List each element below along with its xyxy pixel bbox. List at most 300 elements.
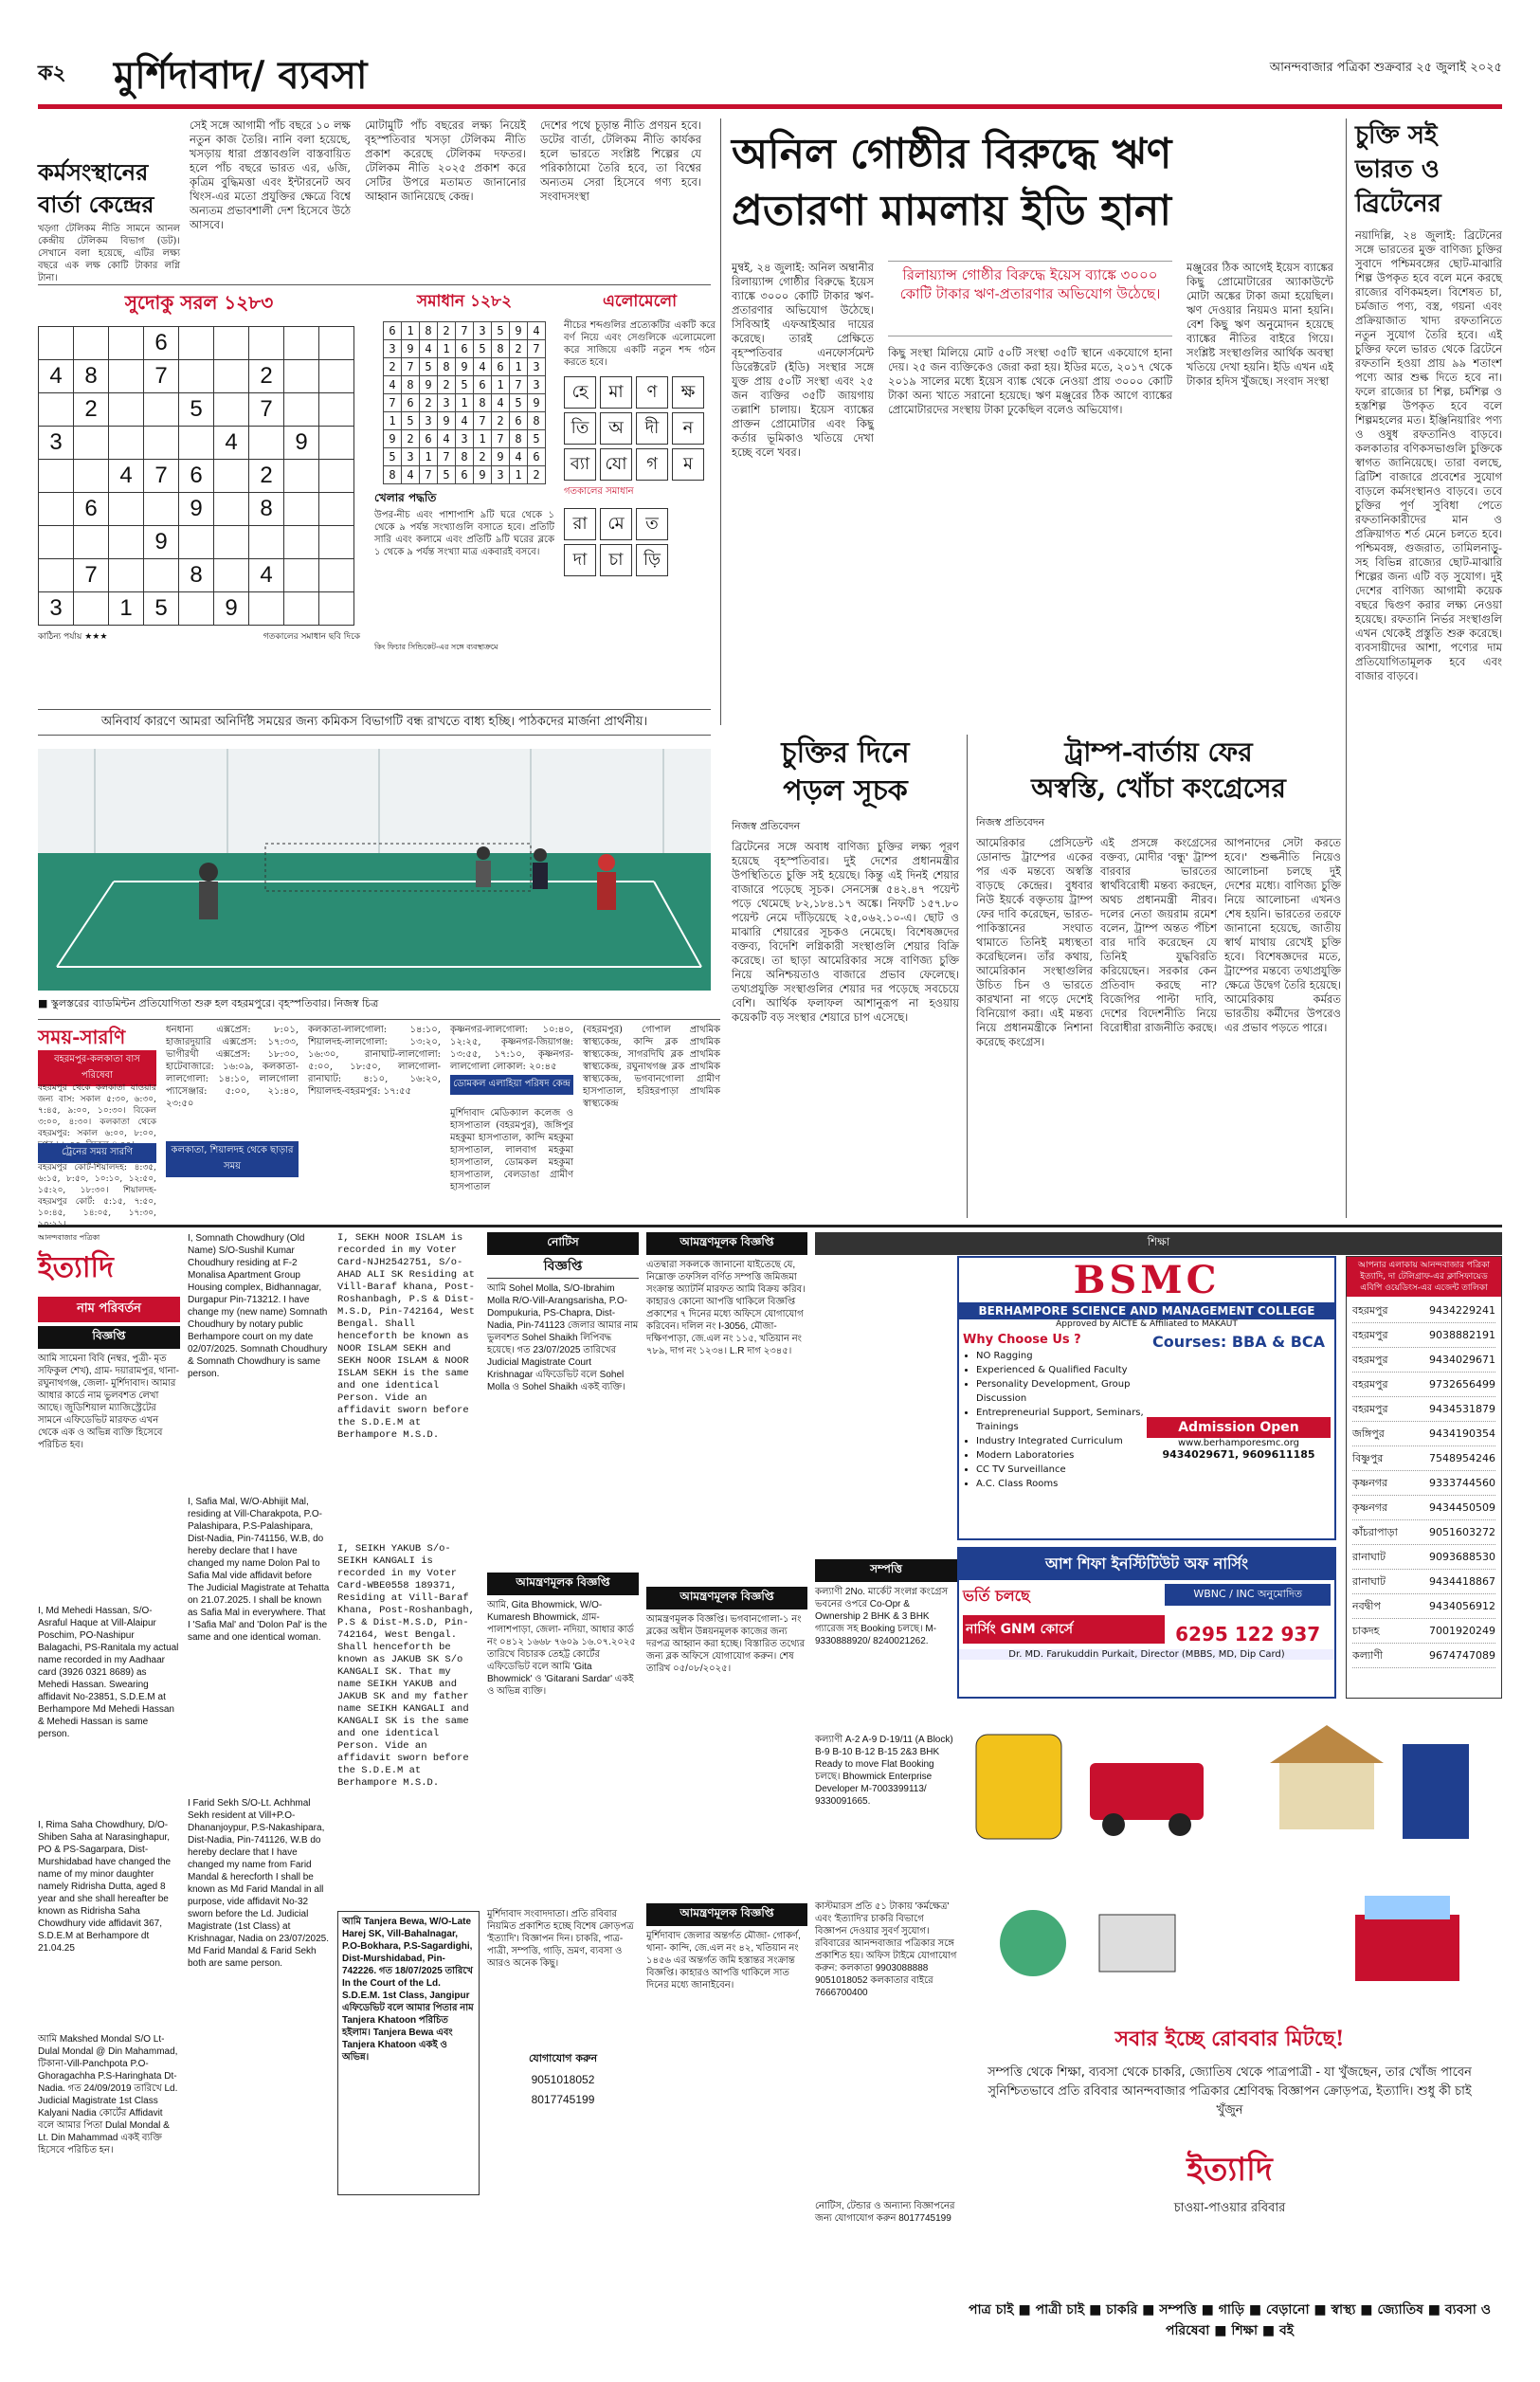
classified-5a: এতদ্বারা সকলকে জানানো যাইতেছে যে, নিম্নোক্ত তফসিল বর্ণিত সম্পত্তি জমিজমা সংক্রান্ত অ্যাটর্নি মারফত আমি বিক্রয় করিব। কাহারও কোনো আপত্তি থাকিলে বিজ্ঞপ্তি প্রকাশের ৭ দিনের মধ্যে অফিসে যোগাযোগ করিবেন। দলিল নং I-3056, মৌজা- দক্ষিণপাড়া, জে.এল নং ১১৫, খতিয়ান নং ৭৮৯, দাগ নং ১২৩৪। L.R দাগ ২৩৪৫। <box>646 1260 806 1356</box>
solution-cell: 5 <box>456 376 474 394</box>
sudoku-cell[interactable] <box>74 427 109 460</box>
sudoku-cell[interactable] <box>284 460 319 493</box>
sudoku-cell[interactable]: 6 <box>74 493 109 526</box>
brand-sub: আনন্দবাজার পত্রিকা <box>38 1233 100 1242</box>
sudoku-difficulty: কাঠিন্য পর্যায় ★★★ <box>38 632 108 642</box>
agent-row <box>1352 1644 1495 1668</box>
jumble-letter: রা <box>564 508 596 540</box>
sudoku-cell[interactable]: 6 <box>179 460 214 493</box>
sudoku-cell[interactable] <box>319 526 354 559</box>
story-bsnl <box>38 118 701 283</box>
agent-place: বহরমপুর <box>1352 1378 1388 1391</box>
sudoku-cell[interactable] <box>39 526 74 559</box>
solution-cell: 7 <box>420 466 438 484</box>
sudoku-cell[interactable] <box>214 393 249 427</box>
bsmc-point: • Industry Integrated Curriculum <box>976 1434 1147 1448</box>
jumble-words-2 <box>564 508 716 576</box>
solution-cell: 8 <box>384 466 402 484</box>
sudoku-cell[interactable] <box>319 360 354 393</box>
agent-row <box>1352 1570 1495 1594</box>
solution-cell: 4 <box>438 430 456 448</box>
classified-3a: I, SEKH NOOR ISLAM is recorded in my Voter Card-NJH2542751, S/o-AHAD ALI SK Residing at Vill-Baraf khana, Post-Roshanbagh, P.S & Dist-M.S.D, Pin-742164, West Bengal. Shall henceforth be known as NOOR ISLAM SEKH and SEKH NOOR ISLAM & NOOR ISLAM SEKH is the same and one identical Person. Vide an affidavit sworn before the S.D.E.M at Berhampore M.S.D. <box>337 1232 475 1441</box>
sudoku-cell[interactable] <box>109 360 144 393</box>
story-index-byline: নিজস্ব প্রতিবেদন <box>732 820 801 832</box>
classified-1b: I, Md Mehedi Hassan, S/O-Asraful Haque at Vill-Alaipur Poschim, PO-Nashipur Balagachi, PS-Ranitala my actual name recorded in my Aadhaar card (3926 0321 8689) as Mehedi Hassan. Swearing affidavit No-23851, S.D.E.M at Berhampore Md Mehedi Hassan & Mehedi Hassan is same person. <box>38 1606 179 1739</box>
bsmc-points <box>976 1349 1147 1491</box>
jumble-letter: মা <box>600 376 632 409</box>
agent-phone[interactable]: 9038882191 <box>1429 1329 1495 1341</box>
nursing-phone[interactable]: 6295 122 937 <box>1175 1623 1321 1646</box>
story-index <box>732 735 959 1218</box>
sudoku-cell[interactable]: 9 <box>284 427 319 460</box>
solution-title: সমাধান ১২৮২ <box>416 292 513 311</box>
story-uk-headline: চুক্তি সই ভারত ও ব্রিটেনের <box>1355 121 1441 218</box>
jumble-letter: ন <box>672 412 704 445</box>
classified-col-4 <box>487 1232 639 2341</box>
sudoku-cell[interactable] <box>319 460 354 493</box>
solution-cell: 2 <box>474 448 492 466</box>
story-ed-headline-2: প্রতারণা মামলায় ইডি হানা <box>732 187 1171 235</box>
divider <box>1346 118 1347 1218</box>
timetable-col5: (বহরমপুর) গোপাল প্রাথমিক স্বাস্থ্যকেন্দ্র, কান্দি ব্লক প্রাথমিক স্বাস্থ্যকেন্দ্র, সাগরদিঘি ব্লক প্রাথমিক স্বাস্থ্যকেন্দ্র, রঘুনাথগঞ্জ ব্লক প্রাথমিক স্বাস্থ্যকেন্দ্র, ভগবানগোলা গ্রামীণ হাসপাতাল, হরিহরপাড়া প্রাথমিক স্বাস্থ্যকেন্দ্র <box>583 1025 720 1109</box>
sudoku-cell[interactable]: 9 <box>179 493 214 526</box>
solution-cell: 5 <box>402 412 420 430</box>
sudoku-cell[interactable]: 9 <box>144 526 179 559</box>
sudoku-cell[interactable]: 4 <box>39 360 74 393</box>
bsmc-point: • Experienced & Qualified Faculty <box>976 1363 1147 1377</box>
bsmc-courses: Courses: BBA & BCA <box>1151 1333 1326 1351</box>
story-trump-col2: এই প্রসঙ্গে কংগ্রেসের বক্তব্য, মোদীর 'বন্ধু' ট্রাম্প বারবার ভারতের স্বার্থবিরোধী মন্তব্য করছেন, অথচ প্রধানমন্ত্রী নীরব। দলের নেতা জয়রাম রমেশ বলেন, ট্রাম্প অন্তত পঁচিশ বার দাবি করেছেন যে তিনিই যুদ্ধবিরতি করিয়েছেন। সরকার কেন প্রতিবাদ করছে না? বিজেপির পাল্টা দাবি, দেশের বিদেশনীতি নিয়ে বিরোধীরা রাজনীতি করছে। <box>1100 836 1217 1034</box>
brand-itadi: ইত্যাদি <box>38 1251 114 1284</box>
sudoku-footer: গতকালের সমাধান ছবি দিকে <box>263 632 360 642</box>
agent-place: কৃষ্ণনগর <box>1352 1501 1388 1514</box>
story-index-headline-1: চুক্তির দিনে <box>781 736 910 770</box>
sudoku-cell[interactable] <box>319 559 354 592</box>
sudoku-cell[interactable]: 3 <box>39 427 74 460</box>
solution-cell: 2 <box>438 376 456 394</box>
jumble-words <box>564 376 716 481</box>
ferry-head: কলকাতা, শিয়ালদহ থেকে ছাড়ার সময় <box>166 1141 299 1177</box>
sudoku-cell[interactable] <box>214 327 249 360</box>
solution-cell: 9 <box>456 358 474 376</box>
classified-col-1 <box>38 1232 180 2341</box>
agent-place: চাকদহ <box>1352 1625 1380 1637</box>
classified-2a: I, Somnath Chowdhury (Old Name) S/O-Sushil Kumar Choudhury residing at F-2 Monalisa Apartment Group Housing complex, Bidhannagar, Durgapur Pin-713212. I have change my (new name) Somnath Choudhury by notary public Berhampore court on my date 02/07/2025. Somnath Choudhury & Somnath Chowdhury is same person. <box>188 1233 328 1379</box>
sudoku-cell[interactable]: 5 <box>144 592 179 626</box>
sudoku-cell[interactable] <box>144 427 179 460</box>
bsmc-point: • Modern Laboratories <box>976 1448 1147 1463</box>
sudoku-cell[interactable] <box>249 592 284 626</box>
solution-cell: 2 <box>384 358 402 376</box>
sudoku-cell[interactable]: 8 <box>74 360 109 393</box>
sudoku-cell[interactable] <box>179 427 214 460</box>
contact-phone-1: 9051018052 <box>531 2073 595 2086</box>
agent-phone[interactable]: 9434190354 <box>1429 1427 1495 1440</box>
classified-5b: আমন্ত্রণমূলক বিজ্ঞপ্তি। ভগবানগোলা-১ নং ব্লকের অধীন উন্নয়নমূলক কাজের জন্য দরপত্র আহ্বান করা হচ্ছে। বিস্তারিত তথ্যের জন্য ব্লক অফিসে যোগাযোগ করুন। শেষ তারিখ ০৫/০৮/২০২৫। <box>646 1614 806 1674</box>
classified-5c: মুর্শিদাবাদ জেলার অন্তর্গত মৌজা- গোকর্ণ, থানা- কান্দি, জে.এল নং ৪২, খতিয়ান নং ১৪৫৬ এর অন্তর্গত জমি হস্তান্তর সংক্রান্ত বিজ্ঞপ্তি। কাহারও আপত্তি থাকিলে সাত দিনের মধ্যে জানাইবেন। <box>646 1931 801 1991</box>
sudoku-cell[interactable]: 1 <box>109 592 144 626</box>
sudoku-cell[interactable] <box>179 592 214 626</box>
sudoku-cell[interactable] <box>319 327 354 360</box>
sudoku-cell[interactable]: 4 <box>249 559 284 592</box>
education-label: শিক্ষা <box>815 1232 1502 1255</box>
solution-cell: 4 <box>510 448 528 466</box>
classified-rule <box>38 1225 1502 1227</box>
sudoku-cell[interactable] <box>179 360 214 393</box>
story-ed-col2: কিছু সংস্থা মিলিয়ে মোট ৫০টি সংস্থা ৩৫টি স্থানে একযোগে হানা দেয়। ২৫ জন ব্যক্তিকেও জেরা করা হয়। ইডির মতে, ২০১৭ থেকে ২০১৯ সালের মধ্যে ইয়েস ব্যাঙ্ক থেকে নেওয়া প্রায় ৩০০০ কোটি টাকা অন্য খাতে সরানো হয়েছে। ঋণ মঞ্জুরের ঠিক আগে ব্যাঙ্কের প্রোমোটারদের সংস্থায় টাকা ঢুকেছিল বলেও অভিযোগ। <box>888 346 1172 416</box>
solution-cell: 8 <box>474 394 492 412</box>
sudoku-cell[interactable] <box>144 559 179 592</box>
story-ed <box>732 118 1338 725</box>
solution-cell: 5 <box>420 358 438 376</box>
solution-cell: 5 <box>438 466 456 484</box>
howto-title: খেলার পদ্ধতি <box>374 491 437 504</box>
solution-cell: 4 <box>456 412 474 430</box>
sudoku-cell[interactable] <box>144 493 179 526</box>
bsmc-affiliation: Approved by AICTE & Affiliated to MAKAUT <box>1056 1319 1238 1329</box>
story-trump-headline-1: ট্রাম্প-বার্তায় ফের <box>1064 736 1253 768</box>
solution-cell: 3 <box>528 358 546 376</box>
sudoku-cell[interactable] <box>39 327 74 360</box>
agent-row <box>1352 1422 1495 1446</box>
bsmc-why: Why Choose Us ? <box>963 1333 1081 1347</box>
nursing-title: আশ শিফা ইনস্টিটিউট অফ নার্সিং <box>959 1549 1334 1580</box>
classified-4b: আমি, Gita Bhowmick, W/O-Kumaresh Bhowmick, গ্রাম- পালাশপাড়া, জেলা- নদিয়া, আধার কার্ড নং ০৪১২ ১৬৬৮ ৭৬০৯ ১৬.০৭.২০২৫ তারিখে বিচারক তেহট্ট কোর্টের এফিডেভিট বলে আমি 'Gita Bhowmick' ও 'Gitarani Sardar' একই ও অভিন্ন ব্যক্তি। <box>487 1600 636 1697</box>
solution-cell: 3 <box>528 376 546 394</box>
jumble-letter: দা <box>564 544 596 576</box>
promo-brand: ইত্যাদি <box>1187 2151 1273 2189</box>
sudoku-cell[interactable]: 8 <box>249 493 284 526</box>
solution-cell: 4 <box>420 340 438 358</box>
sudoku-cell[interactable]: 6 <box>144 327 179 360</box>
sudoku-block <box>38 289 360 706</box>
sudoku-cell[interactable]: 4 <box>214 427 249 460</box>
solution-cell: 2 <box>492 412 510 430</box>
divider <box>38 735 711 736</box>
solution-cell: 1 <box>420 448 438 466</box>
sudoku-cell[interactable] <box>109 327 144 360</box>
jumble-letter: মে <box>600 508 632 540</box>
nursing-ad[interactable] <box>957 1547 1336 1699</box>
solution-cell: 8 <box>438 358 456 376</box>
masthead-rule <box>38 104 1502 109</box>
agent-list <box>1346 1256 1502 1699</box>
sudoku-cell[interactable] <box>319 592 354 626</box>
sudoku-cell[interactable] <box>179 526 214 559</box>
classified-4a: আমি Sohel Molla, S/O-Ibrahim Molla R/O-Vill-Arangsarisha, P.O-Dompukuria, PS-Chapra, Dist-Nadia, Pin-741123 জেলার আমার নাম ভুলবশত Sohel Shaikh লিপিবদ্ধ হয়েছে। গত 23/07/2025 তারিখের Judicial Magistrate Court Krishnagar এফিডেভিট বলে Sohel Molla ও Sohel Shaikh একই ব্যক্তি। <box>487 1283 639 1392</box>
timetable-col4: কৃষ্ণনগর-লালগোলা: ১০:৪০, ১২:২৫, কৃষ্ণনগর-জিয়াগঞ্জ: ১৩:৫৫, ১৭:১০, কৃষ্ণনগর-লালগোলা লোকাল: ২০:৪৫ <box>450 1025 573 1072</box>
sudoku-cell[interactable] <box>249 526 284 559</box>
classified-1a: আমি সামেনা বিবি (নম্বর, পুত্রী- মৃত সফিকুল শেখ), গ্রাম- দয়ারামপুর, থানা- রঘুনাথগঞ্জ, জেলা- মুর্শিদাবাদ। আমার আধার কার্ডে নাম ভুলবশত লেখা আছে। জুডিশিয়াল ম্যাজিস্ট্রেটের সামনে এফিডেভিট মারফত এখন থেকে এক ও অভিন্ন ব্যক্তি হিসেবে পরিচিত হব। <box>38 1354 179 1450</box>
sudoku-cell[interactable] <box>319 427 354 460</box>
sudoku-cell[interactable] <box>284 592 319 626</box>
divider <box>38 284 711 285</box>
promo-illustration <box>957 1706 1502 2019</box>
agent-row <box>1352 1348 1495 1373</box>
solution-cell: 3 <box>492 466 510 484</box>
sudoku-cell[interactable]: 7 <box>74 559 109 592</box>
property-label: সম্পত্তি <box>815 1559 957 1582</box>
sudoku-cell[interactable] <box>39 393 74 427</box>
bsmc-point: • CC TV Surveillance <box>976 1463 1147 1477</box>
solution-cell: 7 <box>492 430 510 448</box>
sudoku-title: সুদোকু সরল ১২৮৩ <box>124 291 274 314</box>
solution-cell: 6 <box>420 430 438 448</box>
bus-head: বহরমপুর-কলকাতা বাস পরিষেবা <box>38 1050 156 1086</box>
sudoku-cell[interactable] <box>249 327 284 360</box>
sudoku-cell[interactable] <box>214 360 249 393</box>
agent-phone[interactable]: 9434450509 <box>1429 1501 1495 1514</box>
story-trump <box>976 735 1341 1218</box>
agent-phone[interactable]: 9434229241 <box>1429 1304 1495 1317</box>
train-head: ট্রেনের সময় সারণি <box>38 1143 156 1163</box>
agent-row <box>1352 1520 1495 1545</box>
itadi-promo <box>957 1706 1502 2341</box>
sudoku-cell[interactable] <box>39 460 74 493</box>
classified-col-5 <box>646 1232 807 2341</box>
sudoku-cell[interactable] <box>319 393 354 427</box>
sudoku-cell[interactable] <box>109 493 144 526</box>
agent-phone[interactable]: 9732656499 <box>1429 1378 1495 1391</box>
promo-tagline: সবার ইচ্ছে রোববার মিটছে! <box>1114 2027 1345 2051</box>
solution-cell: 1 <box>438 340 456 358</box>
story-trump-col1: আমেরিকার প্রেসিডেন্ট ডোনাল্ড ট্রাম্পের একের পর এক মন্তব্যে অস্বস্তি বাড়ছে কেন্দ্রের। বুধবার নিউ ইয়র্কে বক্তৃতায় ট্রাম্প ফের দাবি করেছেন, ভারত-পাকিস্তানের সংঘাত থামাতে তিনিই মধ্যস্থতা করেছিলেন। তাঁর কথায়, আমেরিকান সংস্থাগুলির উচিত চিন ও ভারতে কারখানা না গড়ে দেশেই বিনিয়োগ করা। এই মন্তব্য নিয়ে প্রধানমন্ত্রীকে নিশানা করেছে কংগ্রেস। <box>976 836 1093 1048</box>
bigyapti-label-2: বিজ্ঞপ্তি <box>487 1255 639 1279</box>
solution-grid <box>383 321 546 484</box>
bsmc-point: • NO Ragging <box>976 1349 1147 1363</box>
solution-cell: 8 <box>456 448 474 466</box>
agent-phone[interactable]: 9434029671 <box>1429 1354 1495 1366</box>
solution-cell: 7 <box>384 394 402 412</box>
agent-phone[interactable]: 9434056912 <box>1429 1600 1495 1612</box>
story-index-headline-2: পড়ল সূচক <box>783 774 908 808</box>
solution-cell: 8 <box>402 376 420 394</box>
timetable <box>38 1024 720 1218</box>
badminton-court-illustration <box>38 749 711 991</box>
sudoku-cell[interactable]: 2 <box>249 460 284 493</box>
solution-cell: 4 <box>474 358 492 376</box>
story-bsnl-col4: দেশের পথে চূড়ান্ত নীতি প্রণয়ন হবে। ডটের বার্তা, টেলিকম নীতি কার্যকর হলে ভারতে সংশ্লিষ্ট শিল্পের যে পরিকাঠামো তৈরি হবে, তা বিশ্বের অন্যতম সেরা হিসেবে গণ্য হবে। সংবাদসংস্থা <box>540 118 701 203</box>
agent-place: নবদ্বীপ <box>1352 1600 1381 1612</box>
sudoku-cell[interactable] <box>74 460 109 493</box>
story-ed-col1: মুম্বই, ২৪ জুলাই: অনিল অম্বানীর রিলায়্যান্স গোষ্ঠীর বিরুদ্ধে ইয়েস ব্যাঙ্কে ৩০০০ কোটি টাকার ঋণ-প্রতারণার অভিযোগ উঠেছে। সিবিআই এফআইআর দায়ের করেছে। তারই প্রেক্ষিতে বৃহস্পতিবার এনফোর্সমেন্ট ডিরেক্টরেট (ইডি) সংস্থার সঙ্গে যুক্ত প্রায় ৫০টি সংস্থা এবং ২৫ জন ব্যক্তির ৩৫টি জায়গায় তল্লাশি চালায়। ইয়েস ব্যাঙ্কের প্রাক্তন প্রোমোটার এবং কিছু কর্তার ভূমিকাও খতিয়ে দেখা হচ্ছে বলে খবর। <box>732 261 874 459</box>
sudoku-cell[interactable] <box>284 360 319 393</box>
bsmc-web[interactable]: www.berhamporesmc.org <box>1178 1438 1299 1448</box>
sudoku-cell[interactable] <box>214 460 249 493</box>
story-uk <box>1355 118 1502 1218</box>
sudoku-cell[interactable]: 7 <box>249 393 284 427</box>
sudoku-cell[interactable]: 3 <box>39 592 74 626</box>
agent-place: বহরমপুর <box>1352 1329 1388 1341</box>
sudoku-cell[interactable] <box>284 559 319 592</box>
solution-cell: 6 <box>456 340 474 358</box>
jumble-letter: ত <box>636 508 668 540</box>
timetable-col3: কলকাতা-লালগোলা: ১৪:১০, শিয়ালদহ-লালগোলা: ১৩:২০, ১৬:৩০, রানাঘাট-লালগোলা: ৫:০০, ১৮:৫০, লালগোলা-রানাঘাট: ৪:১০, ১৬:২০, শিয়ালদহ-বহরমপুর: ১৭:৫৫ <box>308 1025 441 1097</box>
divider <box>38 1019 720 1020</box>
sudoku-cell[interactable] <box>39 559 74 592</box>
sudoku-cell[interactable] <box>214 493 249 526</box>
solution-cell: 9 <box>384 430 402 448</box>
solution-cell: 8 <box>492 340 510 358</box>
bsmc-ad[interactable] <box>957 1256 1336 1540</box>
doctors-head: ডোমকল এলাহিয়া পরিষদ কেন্দ্র <box>450 1075 573 1095</box>
sudoku-cell[interactable] <box>109 559 144 592</box>
sudoku-cell[interactable]: 7 <box>144 360 179 393</box>
sudoku-cell[interactable]: 2 <box>74 393 109 427</box>
solution-cell: 5 <box>474 340 492 358</box>
story-bsnl-col1: খড়্গা টেলিকম নীতি সামনে আনল কেন্দ্রীয় টেলিকম বিভাগ (ডট)। সেখানে বলা হয়েছে, এটির লক্ষ্য বছরে এক লক্ষ কোটি টাকার লগ্নি টানা। <box>38 224 180 283</box>
agent-row <box>1352 1299 1495 1323</box>
jumble-letter: হে <box>564 376 596 409</box>
solution-cell: 3 <box>402 448 420 466</box>
agent-row <box>1352 1619 1495 1644</box>
jumble-letter: ণ <box>636 376 668 409</box>
sudoku-cell[interactable] <box>74 327 109 360</box>
agent-phone[interactable]: 7548954246 <box>1429 1452 1495 1464</box>
sudoku-cell[interactable] <box>109 526 144 559</box>
sudoku-cell[interactable] <box>249 427 284 460</box>
jumble-letter: ক্ষ <box>672 376 704 409</box>
jumble-letter: তি <box>564 412 596 445</box>
name-change-label: নাম পরিবর্তন <box>38 1297 180 1322</box>
solution-cell: 1 <box>402 322 420 340</box>
sudoku-cell[interactable] <box>74 526 109 559</box>
agent-place: বহরমপুর <box>1352 1304 1388 1317</box>
sudoku-cell[interactable] <box>284 393 319 427</box>
amantran-label-4: আমন্ত্রণমূলক বিজ্ঞপ্তি <box>646 1903 807 1926</box>
nursing-course: নার্সিং GNM কোর্সে <box>963 1615 1165 1644</box>
bus-body: বহরমপুর থেকে কলকাতা যাওয়ার জন্য বাস: সকাল ৫:৩০, ৬:৩০, ৭:৪৫, ৯:০০, ১০:৩০। বিকেল ৩:০০, ৪:৩০। কলকাতা থেকে বহরমপুর: সকাল ৬:০০, ৮:০০, <box>38 1083 156 1138</box>
sudoku-cell[interactable] <box>284 493 319 526</box>
solution-cell: 1 <box>510 358 528 376</box>
sudoku-cell[interactable] <box>284 526 319 559</box>
contact-label: যোগাযোগ করুন <box>528 2052 598 2064</box>
promo-text: সম্পত্তি থেকে শিক্ষা, ব্যবসা থেকে চাকরি, জ্যোতিষ থেকে পাত্রপাত্রী - যা খুঁজছেন, তার খোঁজ পাবেন সুনিশ্চিতভাবে প্রতি রবিবার আনন্দবাজার পত্রিকার শ্রেণিবদ্ধ বিজ্ঞাপন ক্রোড়পত্র, ইত্যাদি। শুধু কী চাই খুঁজুন <box>987 2065 1472 2118</box>
agent-phone[interactable]: 9333744560 <box>1429 1477 1495 1489</box>
story-uk-body: নয়াদিল্লি, ২৪ জুলাই: ব্রিটেনের সঙ্গে ভারতের মুক্ত বাণিজ্য চুক্তির সুবাদে পশ্চিমবঙ্গের ছোট-মাঝারি শিল্প উপকৃত হবে বলে মনে করছে রাজ্যের বণিকমহল। বিশেষত চা, চর্মজাত পণ্য, বস্ত্র, গয়না এবং প্রক্রিয়াজাত খাদ্য রফতানিতে নতুন সুযোগ তৈরি হবে। এই চুক্তির ফলে ভারত থেকে ব্রিটেনে রফতানি হওয়া প্রায় ৯৯ শতাংশ পণ্যে আর শুল্ক দিতে হবে না। ফলে রাজ্যের চা শিল্প, চর্মশিল্প ও হস্তশিল্প উপকৃত হবে বলে শিল্পমহলের মত। ইঞ্জিনিয়ারিং পণ্য ও ওষুধ রফতানিও বাড়বে। কলকাতার বণিকসভাগুলি চুক্তিকে স্বাগত জানিয়েছে। তারা বলছে, ব্রিটিশ বাজারে প্রবেশের সুযোগ বাড়লে কর্মসংস্থানও বাড়বে। তবে চুক্তির পূর্ণ সুবিধা পেতে রফতানিকারীদের মান ও প্রক্রিয়াগত শর্ত মেনে চলতে হবে। পশ্চিমবঙ্গ, গুজরাত, তামিলনাড়ু-সহ বিভিন্ন রাজ্যের ছোট-মাঝারি শিল্পের জন্য এটি বড় সুযোগ। দুই দেশের বাণিজ্য আগামী কয়েক বছরে দ্বিগুণ করার লক্ষ্য নেওয়া হয়েছে। রফতানি নির্ভর সংস্থাগুলি এখন থেকেই প্রস্তুতি শুরু করেছে। ব্যবসায়ীদের আশা, পণ্যের দাম প্রতিযোগিতামূলক হবে এবং বাজার বাড়বে। <box>1355 228 1502 682</box>
sudoku-cell[interactable] <box>214 559 249 592</box>
bsmc-point: • Personality Development, Group Discussion <box>976 1377 1147 1406</box>
classified-3c: আমি Tanjera Bewa, W/O-Late Harej SK, Vill-Bahalnagar, P.O-Bokhara, P.S-Sagardighi, Dist-Murshidabad, Pin-742226. গত 18/07/2025 তারিখে In the Court of the Ld. S.D.E.M. 1st Class, Jangipur এফিডেভিট বলে আমার পিতার নাম Tanjera Khatoon পরিচিত হইলাম। Tanjera Bewa এবং Tanjera Khatoon একই ও অভিন্ন। <box>337 1911 480 2195</box>
divider <box>720 118 721 725</box>
agent-phone[interactable]: 9434418867 <box>1429 1575 1495 1588</box>
solution-cell: 9 <box>420 376 438 394</box>
bsmc-point: • A.C. Class Rooms <box>976 1477 1147 1491</box>
solution-cell: 3 <box>438 394 456 412</box>
solution-cell: 5 <box>492 322 510 340</box>
sudoku-cell[interactable]: 7 <box>144 460 179 493</box>
jumble-word <box>564 448 716 481</box>
agent-place: বিষ্ণুপুর <box>1352 1452 1384 1464</box>
contact-phone-2: 8017745199 <box>531 2093 595 2106</box>
jumble-intro: নীচের শব্দগুলির প্রত্যেকটির একটি করে বর্ণ নিয়ে এবং সেগুলিকে এলোমেলো করে সাজিয়ে একটি নতুন শব্দ গঠন করতে হবে। <box>564 320 716 368</box>
solution-cell: 6 <box>492 358 510 376</box>
jumble-letter: ড়ি <box>636 544 668 576</box>
solution-cell: 7 <box>438 448 456 466</box>
sudoku-grid[interactable] <box>38 326 354 626</box>
promo-brand-sub: চাওয়া-পাওয়ার রবিবার <box>1173 2201 1286 2215</box>
sudoku-cell[interactable] <box>144 393 179 427</box>
sudoku-cell[interactable] <box>109 393 144 427</box>
solution-cell: 5 <box>510 394 528 412</box>
agent-place: বহরমপুর <box>1352 1354 1388 1366</box>
solution-cell: 7 <box>402 358 420 376</box>
notice-label: নোটিস <box>487 1232 639 1255</box>
solution-cell: 4 <box>528 322 546 340</box>
solution-cell: 6 <box>474 376 492 394</box>
jumble-letter: যো <box>600 448 632 481</box>
solution-cell: 6 <box>384 322 402 340</box>
classified-6b: কল্যাণী A-2 A-9 D-19/11 (A Block) B-9 B-10 B-12 B-15 2&3 BHK Ready to move Flat Booking চলছে। Bhowmick Enterprise Developer M-7003399113/ 9330091665. <box>815 1735 953 1807</box>
story-bsnl-headline: কর্মসংস্থানের বার্তা কেন্দ্রের <box>38 158 154 218</box>
solution-cell: 1 <box>456 394 474 412</box>
jumble-letter: ব্যা <box>564 448 596 481</box>
solution-cell: 4 <box>492 394 510 412</box>
classified-col-2 <box>188 1232 330 2341</box>
bsmc-logo: BSMC <box>1073 1258 1221 1302</box>
story-ed-col3: মঞ্জুরের ঠিক আগেই ইয়েস ব্যাঙ্কের কিছু প্রোমোটারের অ্যাকাউন্টে মোটা অঙ্কের টাকা জমা হয়েছিল। ঋণ দেওয়ার নিয়মও মানা হয়নি। বেশ কিছু ঋণ অনুমোদন হয়েছে ব্যাঙ্কের নীতির বাইরে গিয়ে। সংশ্লিষ্ট সংস্থাগুলির আর্থিক অবস্থা খতিয়ে দেখা হয়নি। ইডি এখন এই টাকার হদিস খুঁজছে। সংবাদ সংস্থা <box>1187 261 1333 388</box>
agent-phone[interactable]: 9434531879 <box>1429 1403 1495 1415</box>
solution-cell: 8 <box>420 322 438 340</box>
classified-6c: কাস্টমারস প্রতি ৫১ টাকায় 'কর্মক্ষেত্র' এবং 'ইত্যাদি'র চাকরি বিভাগে বিজ্ঞাপন দেওয়ার সুবর্ণ সুযোগ। রবিবারের আনন্দবাজার পত্রিকার সঙ্গে প্রকাশিত হয়। অফিস টাইমে যোগাযোগ করুন: কলকাতা 9903088888 9051018052 কলকাতার বাইরে 7666700400 <box>815 1901 957 1998</box>
solution-block <box>374 289 554 706</box>
jumble-title: এলোমেলো <box>602 292 678 311</box>
solution-cell: 2 <box>528 466 546 484</box>
agent-phone[interactable]: 9093688530 <box>1429 1551 1495 1563</box>
jumble-word <box>564 508 716 540</box>
sudoku-cell[interactable]: 5 <box>179 393 214 427</box>
agent-row <box>1352 1397 1495 1422</box>
jumble-letter: চা <box>600 544 632 576</box>
sudoku-cell[interactable]: 8 <box>179 559 214 592</box>
sudoku-cell[interactable]: 4 <box>109 460 144 493</box>
sudoku-cell[interactable]: 9 <box>214 592 249 626</box>
sudoku-cell[interactable] <box>319 493 354 526</box>
sudoku-cell[interactable] <box>109 427 144 460</box>
agent-place: কাঁচরাপাড়া <box>1352 1526 1398 1538</box>
classified-col-6 <box>815 1232 957 2341</box>
classified-2b: I, Safia Mal, W/O-Abhijit Mal, residing at Vill-Charakpota, P.O-Palashipara, P.S-Palashipara, Dist-Nadia, Pin-741156, W.B, do hereby declare that I have changed my name Dolon Pal to Safia Mal vide affidavit before The Judicial Magistrate at Tehatta on 21.07.2025. I shall be known as Safia Mal in everywhere. That I 'Safia Mal' and 'Dolon Pal' is the same and one identical woman. <box>188 1497 330 1643</box>
train-body: বহরমপুর কোর্ট-শিয়ালদহ: ৪:৩৫, ৬:১৫, ৮:৫০, ১০:১০, ১২:৫০, ১৫:২০, ১৮:৩০। শিয়ালদহ-বহরমপুর কোর্ট: ৫:১৫, ৭:৫০, ১০:৪৫, ১৪:০৫, ১৭:৩০, <box>38 1163 156 1218</box>
sudoku-credit: কিং ফিচার সিন্ডিকেট-এর সঙ্গে ব্যবস্থাক্রমে <box>374 643 498 651</box>
solution-cell: 4 <box>402 466 420 484</box>
sudoku-cell[interactable] <box>214 526 249 559</box>
solution-cell: 8 <box>510 430 528 448</box>
sudoku-cell[interactable]: 2 <box>249 360 284 393</box>
sudoku-cell[interactable] <box>284 327 319 360</box>
comics-notice: অনিবার্য কারণে আমরা অনির্দিষ্ট সময়ের জন্য কমিকস বিভাগটি বন্ধ রাখতে বাধ্য হচ্ছি। পাঠকদের মার্জনা প্রার্থনীয়। <box>100 715 648 729</box>
solution-cell: 9 <box>474 466 492 484</box>
agent-row <box>1352 1323 1495 1348</box>
sudoku-cell[interactable] <box>74 592 109 626</box>
bsmc-phone[interactable]: 9434029671, 9609611185 <box>1162 1448 1315 1461</box>
classified-6d: নোটিস, টেন্ডার ও অন্যান্য বিজ্ঞাপনের জন্য যোগাযোগ করুন 8017745199 <box>815 2201 955 2224</box>
classified-2c: I Farid Sekh S/O-Lt. Achhmal Sekh resident at Vill+P.O-Dhananjoypur, P.S-Nakashipara, Dist-Nadia, Pin-741126, W.B do hereby declare that I have changed my name from Farid Mandal & herecforth I shall be known as Md Farid Mandal in all purpose, vide affidavit No-32 sworn before the Ld. Judicial Magistrate (1st Class) at Krishnagar, Nadia on 23/07/2025. Md Farid Mandal & Farid Sekh both are same person. <box>188 1798 329 1969</box>
nursing-director: Dr. MD. Farukuddin Purkait, Director (MBBS, MD, Dip Card) <box>959 1649 1334 1660</box>
story-ed-pullquote: রিলায়্যান্স গোষ্ঠীর বিরুদ্ধে ইয়েস ব্যাঙ্কে ৩০০০ কোটি টাকার ঋণ-প্রতারণার অভিযোগ উঠেছে। <box>888 261 1172 336</box>
page-number: ক২ <box>38 61 66 85</box>
amantran-label: আমন্ত্রণমূলক বিজ্ঞপ্তি <box>487 1573 639 1595</box>
jumble-letter: অ <box>600 412 632 445</box>
sudoku-cell[interactable] <box>179 327 214 360</box>
classified-1d: আমি Makshed Mondal S/O Lt-Dulal Mondal @ Din Mahammad, টিকানা-Vill-Panchpota P.O-Ghoragachha P.S-Haringhata Dt-Nadia. গত 24/09/2019 তারিখে Ld. Judicial Magistrate 1st Class Kalyani Nadia কোর্টের Affidavit বলে আমার পিতা Dulal Mondal & Lt. Din Mahammad একই ব্যক্তি হিসেবে পরিচিত হন। <box>38 2034 178 2155</box>
agent-phone[interactable]: 9674747089 <box>1429 1649 1495 1662</box>
agent-phone[interactable]: 7001920249 <box>1429 1625 1495 1637</box>
agent-phone[interactable]: 9051603272 <box>1429 1526 1495 1538</box>
sudoku-cell[interactable] <box>39 493 74 526</box>
section-title: মুর্শিদাবাদ/ ব্যবসা <box>114 53 368 98</box>
story-trump-col3: আপনাদের সেটা করতে হবে।' শুল্কনীতি নিয়েও আলোচনা চলছে দুই দেশের মধ্যে। বাণিজ্য চুক্তি নিয়ে আলোচনা এখনও শেষ হয়নি। ভারতের তরফে জানানো হয়েছে, জাতীয় স্বার্থ মাথায় রেখেই চুক্তি হবে। বিশেষজ্ঞদের মতে, ট্রাম্পের মন্তব্যে তথ্যপ্রযুক্তি ক্ষেত্রে উদ্বেগ তৈরি হয়েছে। আমেরিকায় কর্মরত ভারতীয় কর্মীদের উপরেও এর প্রভাব পড়তে পারে। <box>1224 836 1341 1034</box>
